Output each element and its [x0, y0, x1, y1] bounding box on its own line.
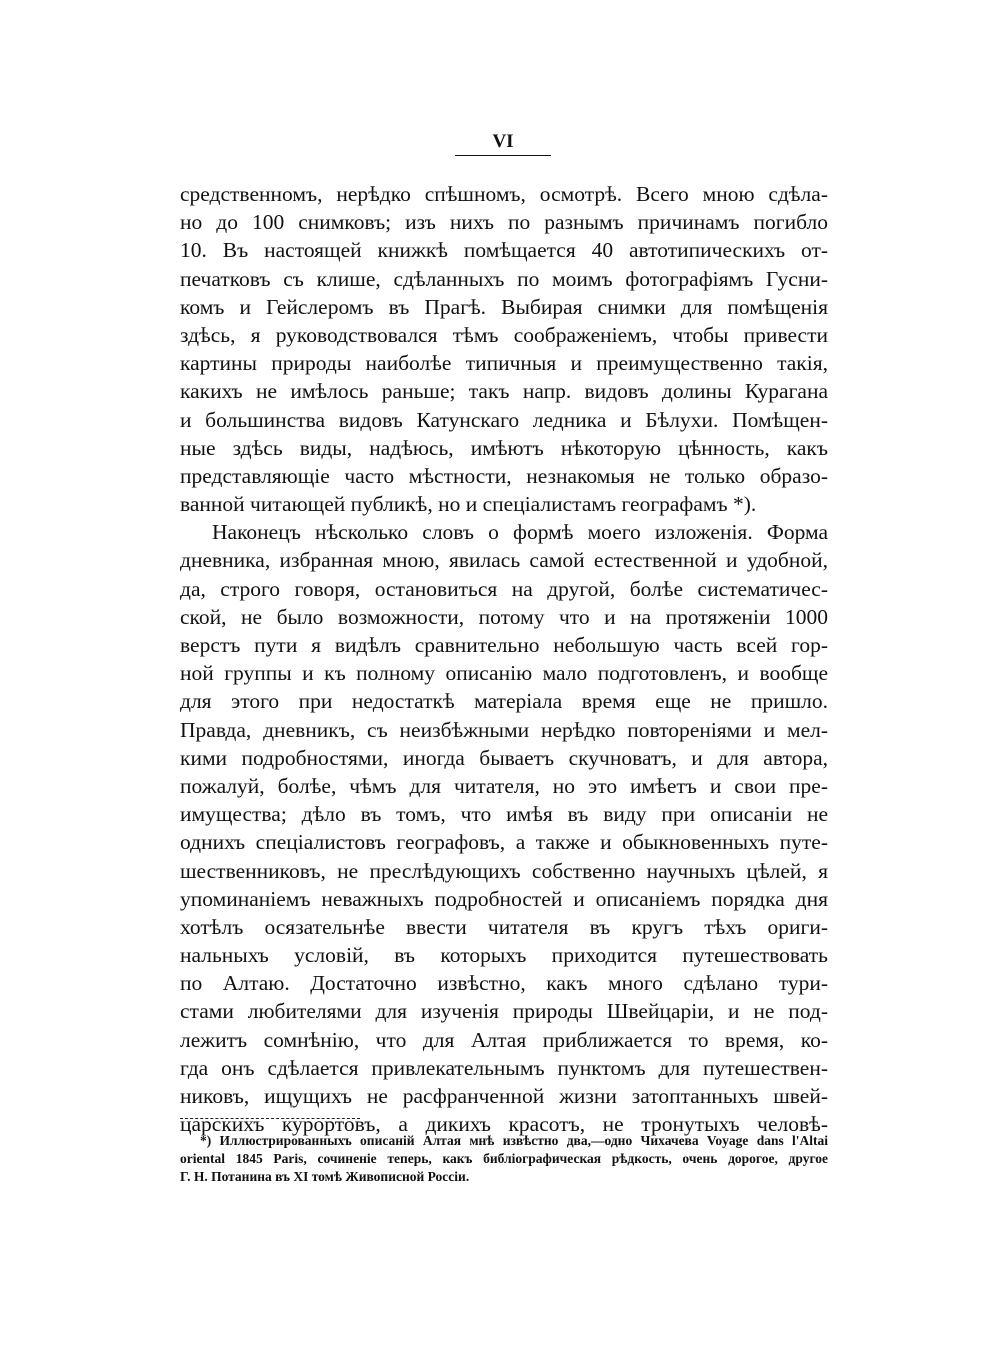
text-line: картины природы наиболѣе типичныя и преимущественно такія, — [180, 351, 828, 376]
text-line: Наконецъ нѣсколько словъ о формѣ моего изложенія. Форма — [212, 520, 828, 545]
text-line: однихъ спеціалистовъ географовъ, а также и обыкновенныхъ путе- — [180, 830, 828, 855]
text-line: для этого при недостаткѣ матеріала время еще не пришло. — [180, 689, 828, 714]
text-line: никовъ, ищущихъ не расфранченной жизни затоптанныхъ швей- — [180, 1084, 828, 1108]
footnote-line: Г. Н. Потанина въ XI томѣ Живописной Россіи. — [180, 1169, 470, 1184]
text-line: царскихъ курортовъ, а дикихъ красотъ, не тронутыхъ человѣ- — [180, 1112, 828, 1137]
text-line: по Алтаю. Достаточно извѣстно, какъ много сдѣлано тури- — [180, 971, 828, 996]
text-line: имущества; дѣло въ томъ, что имѣя въ виду при описаніи не — [180, 802, 828, 827]
text-line: ной группы и къ полному описанію мало подготовленъ, и вообще — [180, 661, 828, 686]
text-line: гда онъ сдѣлается привлекательнымъ пунктомъ для путешествен- — [180, 1055, 828, 1080]
text-line: да, строго говоря, остановиться на другой, болѣе систематичес- — [180, 576, 828, 601]
text-line: печатковъ съ клише, сдѣланныхъ по моимъ фотографіямъ Гусни- — [180, 266, 828, 291]
text-line: верстъ пути я видѣлъ сравнительно небольшую часть всей гор- — [180, 633, 828, 657]
footnote-line: oriental 1845 Paris, сочиненіе теперь, какъ библіографическая рѣдкость, очень дорогое, другое — [180, 1151, 828, 1166]
text-line: дневника, избранная мною, явилась самой естественной и удобной, — [180, 548, 828, 573]
text-line: ные здѣсь виды, надѣюсь, имѣютъ нѣкоторую цѣнность, какъ — [180, 435, 828, 460]
text-line: стами любителями для изученія природы Швейцаріи, и не под- — [180, 999, 828, 1024]
text-line: Правда, дневникъ, съ неизбѣжными нерѣдко повтореніями и мел- — [180, 717, 828, 742]
text-line: хотѣлъ осязательнѣе ввести читателя въ кругъ тѣхъ ориги- — [180, 914, 828, 939]
page-number: VI — [455, 131, 551, 156]
text-line: 10. Въ настоящей книжкѣ помѣщается 40 автотипическихъ от- — [180, 238, 828, 263]
text-line: нальныхъ условій, въ которыхъ приходится путешествовать — [180, 943, 828, 968]
text-line: какихъ не имѣлось раньше; такъ напр. видовъ долины Курагана — [180, 379, 828, 404]
text-line: кими подробностями, иногда бываетъ скучноватъ, и для автора, — [180, 745, 828, 770]
text-line: здѣсь, я руководствовался тѣмъ соображеніемъ, чтобы привести — [180, 322, 828, 347]
text-line: упоминаніемъ неважныхъ подробностей и описаніемъ порядка дня — [180, 886, 828, 911]
body-text — [180, 180, 828, 1138]
footnote-divider — [180, 1118, 360, 1119]
text-line: шественниковъ, не преслѣдующихъ собственно научныхъ цѣлей, я — [180, 858, 828, 883]
text-line: лежитъ сомнѣнію, что для Алтая приближается то время, ко- — [180, 1027, 828, 1052]
text-line: ской, не было возможности, потому что и на протяженіи 1000 — [180, 604, 828, 629]
text-line: и большинства видовъ Катунскаго ледника и Бѣлухи. Помѣщен- — [180, 407, 828, 432]
footnote — [180, 1132, 828, 1186]
text-line: комъ и Гейслеромъ въ Прагѣ. Выбирая снимки для помѣщенія — [180, 294, 828, 319]
text-line: но до 100 снимковъ; изъ нихъ по разнымъ причинамъ погибло — [180, 210, 828, 235]
text-line: пожалуй, болѣе, чѣмъ для читателя, но это имѣетъ и свои пре- — [180, 773, 828, 798]
text-line: представляющіе часто мѣстности, незнакомыя не только образо- — [180, 463, 828, 488]
text-line: ванной читающей публикѣ, но и спеціалистамъ географамъ *). — [180, 492, 757, 517]
text-line: средственномъ, нерѣдко спѣшномъ, осмотрѣ. Всего мною сдѣла- — [180, 182, 828, 206]
footnote-line: *) Иллюстрированныхъ описаній Алтая мнѣ извѣстно два,—одно Чихачева Voyage dans l'Altai — [200, 1133, 828, 1148]
